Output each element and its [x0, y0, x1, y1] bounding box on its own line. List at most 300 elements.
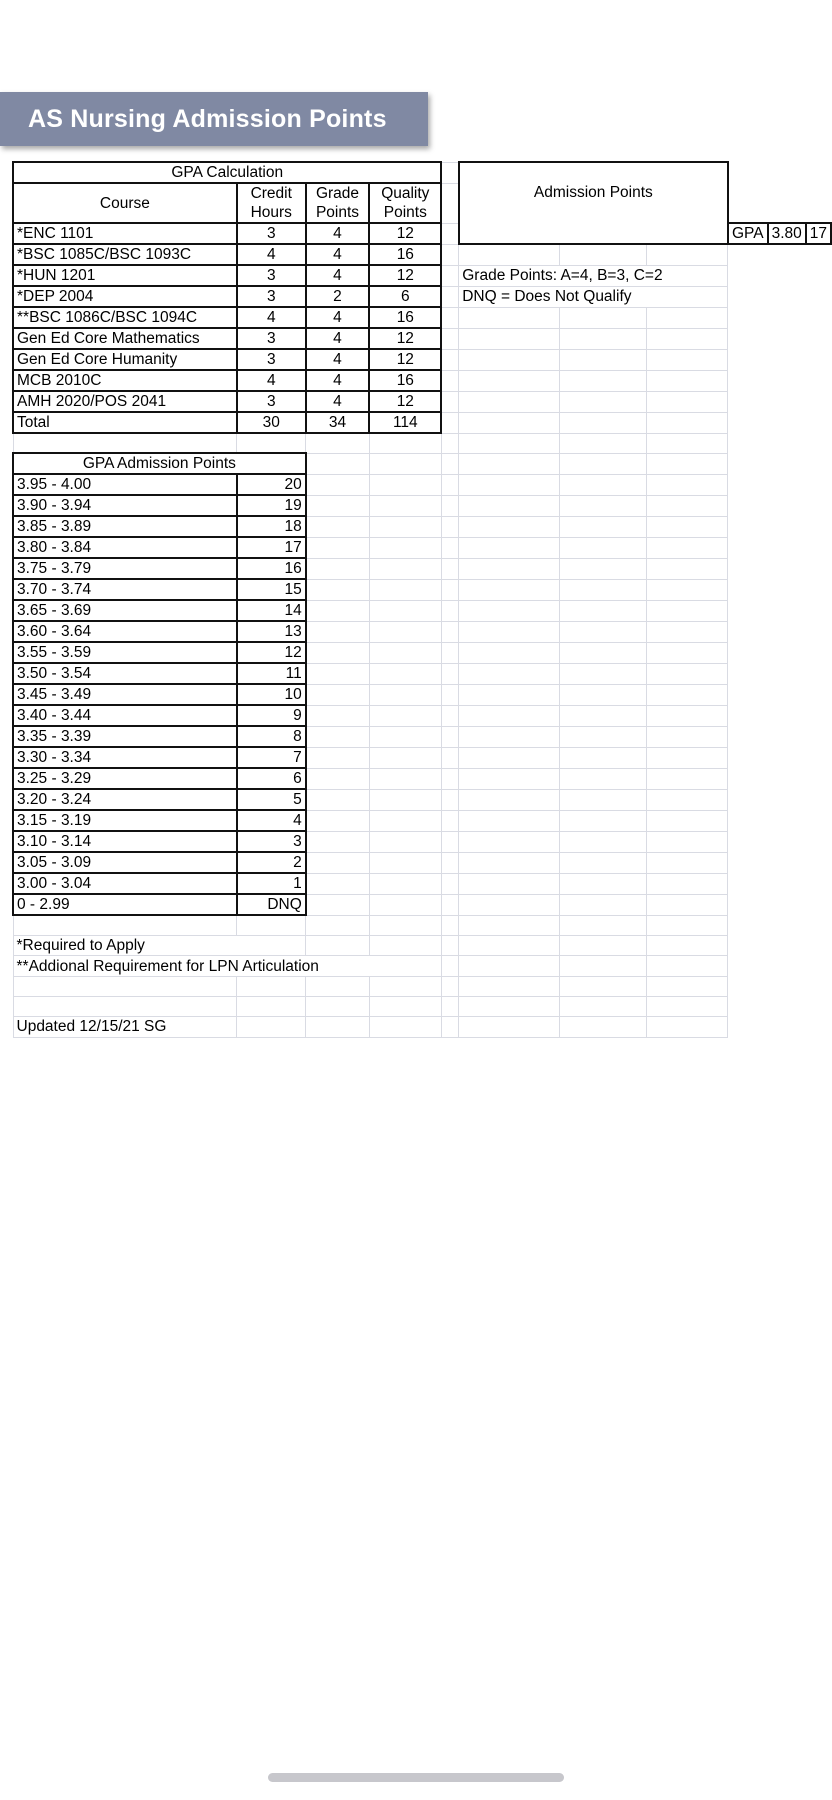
cell[interactable]: [306, 894, 369, 915]
cell[interactable]: [459, 474, 560, 495]
gpa-points-cell[interactable]: 17: [806, 223, 831, 244]
cell[interactable]: [646, 474, 728, 495]
cell[interactable]: [441, 976, 458, 996]
cell[interactable]: [459, 558, 560, 579]
cell[interactable]: [306, 684, 369, 705]
gpa-range-cell[interactable]: 3.80 - 3.84: [13, 537, 237, 558]
course-cell[interactable]: **BSC 1086C/BSC 1094C: [13, 307, 237, 328]
cell[interactable]: [369, 996, 441, 1016]
cell[interactable]: [646, 391, 728, 412]
credit-cell[interactable]: 4: [237, 370, 306, 391]
cell[interactable]: [369, 810, 441, 831]
cell[interactable]: [441, 162, 458, 183]
cell[interactable]: [369, 976, 441, 996]
cell[interactable]: [559, 789, 646, 810]
gpa-range-cell[interactable]: 3.55 - 3.59: [13, 642, 237, 663]
cell[interactable]: [646, 873, 728, 894]
cell[interactable]: [369, 621, 441, 642]
gpa-range-cell[interactable]: 3.30 - 3.34: [13, 747, 237, 768]
additional-footnote[interactable]: **Addional Requirement for LPN Articulation: [13, 956, 441, 976]
cell[interactable]: [369, 726, 441, 747]
spreadsheet-grid[interactable]: [12, 161, 832, 1038]
cell[interactable]: [306, 663, 369, 684]
cell[interactable]: [646, 1017, 728, 1037]
cell[interactable]: [369, 495, 441, 516]
quality-cell[interactable]: 12: [369, 391, 441, 412]
gpa-range-cell[interactable]: 3.90 - 3.94: [13, 495, 237, 516]
grade-cell[interactable]: 4: [306, 244, 369, 265]
grade-cell[interactable]: 4: [306, 307, 369, 328]
cell[interactable]: [459, 705, 560, 726]
cell[interactable]: [13, 915, 237, 935]
gpa-points-value-cell[interactable]: 15: [237, 579, 306, 600]
cell[interactable]: [369, 747, 441, 768]
course-cell[interactable]: *HUN 1201: [13, 265, 237, 286]
cell[interactable]: [441, 412, 458, 433]
dnq-note[interactable]: DNQ = Does Not Qualify: [459, 286, 728, 307]
cell[interactable]: [441, 705, 458, 726]
cell[interactable]: [646, 936, 728, 956]
total-grade-cell[interactable]: 34: [306, 412, 369, 433]
cell[interactable]: [459, 349, 560, 370]
cell[interactable]: [459, 684, 560, 705]
cell[interactable]: [306, 873, 369, 894]
cell[interactable]: [306, 495, 369, 516]
course-cell[interactable]: AMH 2020/POS 2041: [13, 391, 237, 412]
gpa-range-cell[interactable]: 3.10 - 3.14: [13, 831, 237, 852]
cell[interactable]: [306, 558, 369, 579]
col-course-header[interactable]: Course: [13, 183, 237, 223]
cell[interactable]: [306, 726, 369, 747]
cell[interactable]: [459, 621, 560, 642]
cell[interactable]: [441, 873, 458, 894]
grade-cell[interactable]: 4: [306, 328, 369, 349]
cell[interactable]: [441, 996, 458, 1016]
credit-cell[interactable]: 3: [237, 349, 306, 370]
grade-cell[interactable]: 4: [306, 391, 369, 412]
cell[interactable]: [646, 516, 728, 537]
cell[interactable]: [306, 453, 369, 474]
cell[interactable]: [459, 747, 560, 768]
gpa-value-cell[interactable]: 3.80: [768, 223, 806, 244]
cell[interactable]: [459, 412, 560, 433]
cell[interactable]: [559, 412, 646, 433]
cell[interactable]: [559, 244, 646, 265]
cell[interactable]: [646, 768, 728, 789]
cell[interactable]: [441, 265, 458, 286]
cell[interactable]: [441, 183, 458, 223]
cell[interactable]: [459, 810, 560, 831]
cell[interactable]: [441, 579, 458, 600]
gpa-range-cell[interactable]: 3.25 - 3.29: [13, 768, 237, 789]
gpa-points-value-cell[interactable]: 16: [237, 558, 306, 579]
gpa-points-value-cell[interactable]: 11: [237, 663, 306, 684]
cell[interactable]: [459, 307, 560, 328]
cell[interactable]: [306, 537, 369, 558]
cell[interactable]: [306, 433, 369, 453]
quality-cell[interactable]: 12: [369, 328, 441, 349]
cell[interactable]: [369, 433, 441, 453]
gpa-range-cell[interactable]: 0 - 2.99: [13, 894, 237, 915]
cell[interactable]: [559, 831, 646, 852]
cell[interactable]: [559, 1017, 646, 1037]
cell[interactable]: [646, 810, 728, 831]
cell[interactable]: [646, 976, 728, 996]
col-grade-header[interactable]: [306, 183, 369, 223]
total-label-cell[interactable]: Total: [13, 412, 237, 433]
course-cell[interactable]: *BSC 1085C/BSC 1093C: [13, 244, 237, 265]
cell[interactable]: [441, 894, 458, 915]
quality-cell[interactable]: 16: [369, 307, 441, 328]
gpa-points-value-cell[interactable]: DNQ: [237, 894, 306, 915]
cell[interactable]: [559, 516, 646, 537]
cell[interactable]: [369, 474, 441, 495]
credit-cell[interactable]: 3: [237, 286, 306, 307]
gpa-points-value-cell[interactable]: 3: [237, 831, 306, 852]
cell[interactable]: [459, 537, 560, 558]
quality-cell[interactable]: 12: [369, 349, 441, 370]
cell[interactable]: [459, 516, 560, 537]
gpa-points-value-cell[interactable]: 13: [237, 621, 306, 642]
cell[interactable]: [441, 537, 458, 558]
cell[interactable]: [646, 642, 728, 663]
cell[interactable]: [646, 307, 728, 328]
cell[interactable]: [559, 349, 646, 370]
total-credit-cell[interactable]: 30: [237, 412, 306, 433]
course-cell[interactable]: Gen Ed Core Humanity: [13, 349, 237, 370]
cell[interactable]: [459, 936, 560, 956]
quality-cell[interactable]: 16: [369, 370, 441, 391]
col-quality-header[interactable]: [369, 183, 441, 223]
cell[interactable]: [459, 915, 560, 935]
cell[interactable]: [306, 747, 369, 768]
cell[interactable]: [441, 684, 458, 705]
cell[interactable]: [13, 433, 237, 453]
cell[interactable]: [459, 579, 560, 600]
cell[interactable]: [369, 831, 441, 852]
cell[interactable]: [13, 976, 237, 996]
cell[interactable]: [646, 663, 728, 684]
total-quality-cell[interactable]: 114: [369, 412, 441, 433]
cell[interactable]: [306, 516, 369, 537]
gpa-calc-title[interactable]: GPA Calculation: [13, 162, 441, 183]
cell[interactable]: [306, 600, 369, 621]
cell[interactable]: [459, 495, 560, 516]
gpa-range-cell[interactable]: 3.60 - 3.64: [13, 621, 237, 642]
cell[interactable]: [459, 328, 560, 349]
cell[interactable]: [559, 768, 646, 789]
col-credit-header[interactable]: [237, 183, 306, 223]
cell[interactable]: [306, 789, 369, 810]
cell[interactable]: [559, 537, 646, 558]
cell[interactable]: [559, 705, 646, 726]
cell[interactable]: [237, 915, 306, 935]
quality-cell[interactable]: 12: [369, 223, 441, 244]
gpa-range-cell[interactable]: 3.65 - 3.69: [13, 600, 237, 621]
cell[interactable]: [459, 996, 560, 1016]
cell[interactable]: [559, 852, 646, 873]
gpa-range-cell[interactable]: 3.70 - 3.74: [13, 579, 237, 600]
cell[interactable]: [441, 768, 458, 789]
cell[interactable]: [459, 370, 560, 391]
cell[interactable]: [646, 495, 728, 516]
cell[interactable]: [441, 831, 458, 852]
gpa-points-value-cell[interactable]: 20: [237, 474, 306, 495]
cell[interactable]: [559, 956, 646, 976]
cell[interactable]: [441, 433, 458, 453]
cell[interactable]: [459, 852, 560, 873]
cell[interactable]: [646, 600, 728, 621]
cell[interactable]: [441, 328, 458, 349]
cell[interactable]: [559, 621, 646, 642]
cell[interactable]: [369, 852, 441, 873]
cell[interactable]: [13, 996, 237, 1016]
cell[interactable]: [441, 370, 458, 391]
gpa-points-value-cell[interactable]: 18: [237, 516, 306, 537]
cell[interactable]: [646, 789, 728, 810]
cell[interactable]: [559, 663, 646, 684]
cell[interactable]: [369, 684, 441, 705]
cell[interactable]: [646, 894, 728, 915]
cell[interactable]: [646, 433, 728, 453]
cell[interactable]: [646, 684, 728, 705]
gpa-points-value-cell[interactable]: 1: [237, 873, 306, 894]
credit-cell[interactable]: 3: [237, 265, 306, 286]
cell[interactable]: [646, 537, 728, 558]
required-footnote[interactable]: *Required to Apply: [13, 936, 306, 956]
cell[interactable]: [559, 684, 646, 705]
cell[interactable]: [646, 747, 728, 768]
cell[interactable]: [459, 956, 560, 976]
updated-footnote[interactable]: Updated 12/15/21 SG: [13, 1017, 237, 1037]
cell[interactable]: [559, 600, 646, 621]
cell[interactable]: [369, 936, 441, 956]
cell[interactable]: [646, 244, 728, 265]
cell[interactable]: [459, 433, 560, 453]
cell[interactable]: [559, 433, 646, 453]
cell[interactable]: [369, 600, 441, 621]
cell[interactable]: [559, 810, 646, 831]
cell[interactable]: [646, 558, 728, 579]
cell[interactable]: [306, 996, 369, 1016]
cell[interactable]: [559, 307, 646, 328]
cell[interactable]: [459, 453, 560, 474]
home-indicator[interactable]: [268, 1773, 564, 1782]
cell[interactable]: [459, 391, 560, 412]
cell[interactable]: [459, 894, 560, 915]
cell[interactable]: [646, 621, 728, 642]
cell[interactable]: [369, 558, 441, 579]
cell[interactable]: [306, 474, 369, 495]
cell[interactable]: [306, 852, 369, 873]
gpa-range-cell[interactable]: 3.40 - 3.44: [13, 705, 237, 726]
cell[interactable]: [441, 244, 458, 265]
gpa-label-cell[interactable]: GPA: [728, 223, 768, 244]
gpa-points-value-cell[interactable]: 19: [237, 495, 306, 516]
gpa-points-value-cell[interactable]: 7: [237, 747, 306, 768]
cell[interactable]: [459, 663, 560, 684]
cell[interactable]: [459, 873, 560, 894]
gpa-range-cell[interactable]: 3.00 - 3.04: [13, 873, 237, 894]
grade-cell[interactable]: 2: [306, 286, 369, 307]
gpa-points-value-cell[interactable]: 17: [237, 537, 306, 558]
gpa-range-cell[interactable]: 3.85 - 3.89: [13, 516, 237, 537]
cell[interactable]: [369, 768, 441, 789]
grade-cell[interactable]: 4: [306, 370, 369, 391]
cell[interactable]: [646, 996, 728, 1016]
cell[interactable]: [559, 328, 646, 349]
cell[interactable]: [369, 516, 441, 537]
cell[interactable]: [306, 621, 369, 642]
cell[interactable]: [441, 1017, 458, 1037]
cell[interactable]: [459, 768, 560, 789]
cell[interactable]: [459, 244, 560, 265]
cell[interactable]: [441, 495, 458, 516]
gpa-range-cell[interactable]: 3.05 - 3.09: [13, 852, 237, 873]
cell[interactable]: [441, 726, 458, 747]
cell[interactable]: [441, 307, 458, 328]
cell[interactable]: [369, 873, 441, 894]
cell[interactable]: [559, 495, 646, 516]
cell[interactable]: [369, 705, 441, 726]
gpa-points-title[interactable]: GPA Admission Points: [13, 453, 306, 474]
credit-cell[interactable]: 3: [237, 223, 306, 244]
cell[interactable]: [559, 996, 646, 1016]
cell[interactable]: [559, 747, 646, 768]
cell[interactable]: [559, 915, 646, 935]
gpa-points-value-cell[interactable]: 10: [237, 684, 306, 705]
gpa-range-cell[interactable]: 3.45 - 3.49: [13, 684, 237, 705]
cell[interactable]: [559, 391, 646, 412]
cell[interactable]: [646, 579, 728, 600]
cell[interactable]: [369, 537, 441, 558]
gpa-points-value-cell[interactable]: 2: [237, 852, 306, 873]
cell[interactable]: [646, 726, 728, 747]
cell[interactable]: [559, 936, 646, 956]
cell[interactable]: [306, 936, 369, 956]
course-cell[interactable]: MCB 2010C: [13, 370, 237, 391]
gpa-points-value-cell[interactable]: 4: [237, 810, 306, 831]
cell[interactable]: [306, 915, 369, 935]
cell[interactable]: [369, 453, 441, 474]
grade-cell[interactable]: 4: [306, 349, 369, 370]
cell[interactable]: [441, 474, 458, 495]
cell[interactable]: [237, 1017, 306, 1037]
cell[interactable]: [441, 223, 458, 244]
cell[interactable]: [369, 789, 441, 810]
cell[interactable]: [441, 349, 458, 370]
gpa-points-value-cell[interactable]: 6: [237, 768, 306, 789]
cell[interactable]: [306, 642, 369, 663]
gpa-range-cell[interactable]: 3.95 - 4.00: [13, 474, 237, 495]
gpa-points-value-cell[interactable]: 5: [237, 789, 306, 810]
cell[interactable]: [459, 642, 560, 663]
gpa-range-cell[interactable]: 3.15 - 3.19: [13, 810, 237, 831]
cell[interactable]: [646, 453, 728, 474]
quality-cell[interactable]: 16: [369, 244, 441, 265]
cell[interactable]: [646, 328, 728, 349]
cell[interactable]: [559, 726, 646, 747]
cell[interactable]: [459, 1017, 560, 1037]
credit-cell[interactable]: 4: [237, 307, 306, 328]
cell[interactable]: [369, 663, 441, 684]
cell[interactable]: [306, 579, 369, 600]
cell[interactable]: [459, 726, 560, 747]
cell[interactable]: [369, 894, 441, 915]
course-cell[interactable]: Gen Ed Core Mathematics: [13, 328, 237, 349]
cell[interactable]: [441, 642, 458, 663]
cell[interactable]: [441, 600, 458, 621]
cell[interactable]: [306, 976, 369, 996]
cell[interactable]: [306, 831, 369, 852]
quality-cell[interactable]: 6: [369, 286, 441, 307]
cell[interactable]: [441, 747, 458, 768]
cell[interactable]: [559, 976, 646, 996]
credit-cell[interactable]: 3: [237, 328, 306, 349]
cell[interactable]: [559, 894, 646, 915]
gpa-points-value-cell[interactable]: 12: [237, 642, 306, 663]
cell[interactable]: [441, 810, 458, 831]
credit-cell[interactable]: 4: [237, 244, 306, 265]
cell[interactable]: [441, 558, 458, 579]
grade-cell[interactable]: 4: [306, 223, 369, 244]
cell[interactable]: [306, 1017, 369, 1037]
cell[interactable]: [459, 600, 560, 621]
cell[interactable]: [237, 976, 306, 996]
cell[interactable]: [559, 579, 646, 600]
cell[interactable]: [559, 558, 646, 579]
cell[interactable]: [646, 370, 728, 391]
cell[interactable]: [441, 936, 458, 956]
gpa-range-cell[interactable]: 3.75 - 3.79: [13, 558, 237, 579]
cell[interactable]: [646, 831, 728, 852]
gpa-points-value-cell[interactable]: 8: [237, 726, 306, 747]
cell[interactable]: [369, 579, 441, 600]
cell[interactable]: [559, 642, 646, 663]
cell[interactable]: [559, 873, 646, 894]
cell[interactable]: [306, 705, 369, 726]
course-cell[interactable]: *DEP 2004: [13, 286, 237, 307]
cell[interactable]: [237, 433, 306, 453]
cell[interactable]: [441, 852, 458, 873]
gpa-points-value-cell[interactable]: 9: [237, 705, 306, 726]
gpa-range-cell[interactable]: 3.20 - 3.24: [13, 789, 237, 810]
cell[interactable]: [369, 1017, 441, 1037]
cell[interactable]: [369, 915, 441, 935]
cell[interactable]: [646, 412, 728, 433]
cell[interactable]: [646, 349, 728, 370]
cell[interactable]: [441, 516, 458, 537]
gpa-range-cell[interactable]: 3.50 - 3.54: [13, 663, 237, 684]
cell[interactable]: [441, 621, 458, 642]
cell[interactable]: [441, 286, 458, 307]
cell[interactable]: [441, 663, 458, 684]
cell[interactable]: [559, 474, 646, 495]
cell[interactable]: [441, 453, 458, 474]
grade-cell[interactable]: 4: [306, 265, 369, 286]
cell[interactable]: [441, 956, 458, 976]
cell[interactable]: [559, 453, 646, 474]
course-cell[interactable]: *ENC 1101: [13, 223, 237, 244]
cell[interactable]: [459, 831, 560, 852]
cell[interactable]: [441, 915, 458, 935]
cell[interactable]: [441, 391, 458, 412]
cell[interactable]: [306, 810, 369, 831]
cell[interactable]: [369, 642, 441, 663]
cell[interactable]: [646, 705, 728, 726]
cell[interactable]: [459, 976, 560, 996]
cell[interactable]: [441, 789, 458, 810]
